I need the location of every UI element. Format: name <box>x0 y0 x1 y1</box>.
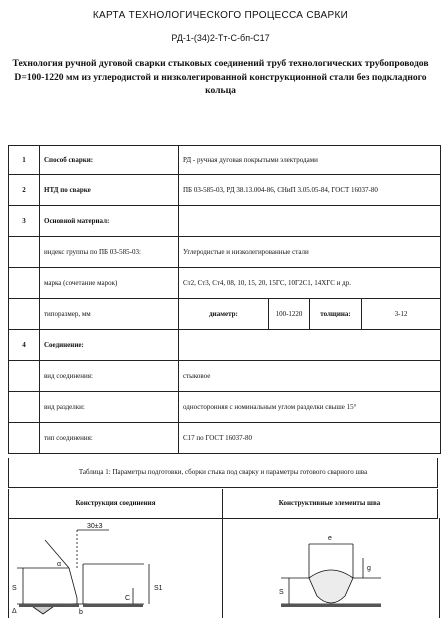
thickness-value: 3-12 <box>362 299 441 330</box>
s-label: S <box>12 585 17 592</box>
row-label: индекс группы по ПБ 03-585-03: <box>40 237 179 268</box>
table-row <box>9 206 441 237</box>
row-label: Соединение: <box>40 330 179 361</box>
document-heading: Технология ручной дуговой сварки стыковых соединений труб технологических трубопроводов D=100-1220 мм из углеродистой и низколегированной конструкционной стали без подкладного кольца <box>12 58 429 96</box>
row-number <box>9 423 40 454</box>
row-value: стыковое <box>179 361 441 392</box>
diameter-label: диаметр: <box>179 299 269 330</box>
table-row <box>9 146 441 175</box>
c-label: C <box>125 595 131 602</box>
hatch-right <box>83 604 143 607</box>
row-number: 3 <box>9 206 40 237</box>
alpha-label: α <box>57 561 62 568</box>
table-row <box>9 237 441 268</box>
row-number <box>9 268 40 299</box>
row-label: тип соединения: <box>40 423 179 454</box>
process-table <box>8 145 441 454</box>
bevel-left <box>69 568 77 604</box>
row-value: ПБ 03-585-03, РД 38.13.004-86, СНиП 3.05.05-84, ГОСТ 16037-80 <box>179 175 441 206</box>
row-number <box>9 361 40 392</box>
table-caption: Таблица 1: Параметры подготовки, сборки стыка под сварку и параметры готового сварного шва <box>8 458 438 488</box>
row-label: Основной материал: <box>40 206 179 237</box>
row-number: 4 <box>9 330 40 361</box>
weld-bead <box>309 570 353 603</box>
table-row <box>9 423 441 454</box>
row-label: типоразмер, мм <box>40 299 179 330</box>
weld-elements-title: Конструктивные элементы шва <box>222 489 438 519</box>
row-label: вид соединения: <box>40 361 179 392</box>
row-label: марка (сочетание марок) <box>40 268 179 299</box>
row-label: Способ сварки: <box>40 146 179 175</box>
joint-design-diagram <box>8 518 224 618</box>
diameter-value: 100-1220 <box>269 299 310 330</box>
row-value: Ст2, Ст3, Ст4, 08, 10, 15, 20, 15ГС, 10Г2С1, 14ХГС и др. <box>179 268 441 299</box>
row-number: 2 <box>9 175 40 206</box>
row-value: односторонняя с номинальным углом разделки свыше 15° <box>179 392 441 423</box>
angle-label: 30±3 <box>87 523 103 530</box>
row-value <box>179 206 441 237</box>
row-value: РД - ручная дуговая покрытыми электродами <box>179 146 441 175</box>
row-label: НТД по сварке <box>40 175 179 206</box>
row-number <box>9 392 40 423</box>
g-label: g <box>367 565 371 572</box>
joint-design-drawing <box>9 518 224 618</box>
table-row <box>9 268 441 299</box>
row-number <box>9 299 40 330</box>
thickness-label: толщина: <box>310 299 362 330</box>
plate-hatch <box>281 604 381 607</box>
e-label: e <box>328 535 332 542</box>
s1-label: S1 <box>154 585 163 592</box>
row-value <box>179 330 441 361</box>
row-number: 1 <box>9 146 40 175</box>
table-row <box>9 330 441 361</box>
row-label: вид разделки: <box>40 392 179 423</box>
table-row <box>9 299 441 330</box>
b-label: b <box>79 609 83 616</box>
weld-elements-diagram <box>222 518 440 618</box>
row-number <box>9 237 40 268</box>
table-row <box>9 361 441 392</box>
table-row <box>9 392 441 423</box>
document-title: КАРТА ТЕХНОЛОГИЧЕСКОГО ПРОЦЕССА СВАРКИ <box>92 10 349 21</box>
row-value: С17 по ГОСТ 16037-80 <box>179 423 441 454</box>
s-label: S <box>279 589 284 596</box>
document-code: РД-1-(34)2-Тт-С-бп-С17 <box>171 33 270 43</box>
hatch-left <box>19 604 79 607</box>
table-row <box>9 175 441 206</box>
row-value: Углеродистые и низколегированные стали <box>179 237 441 268</box>
delta-label: Δ <box>12 608 17 615</box>
weld-elements-drawing <box>223 518 439 618</box>
joint-design-title: Конструкция соединения <box>8 489 223 519</box>
